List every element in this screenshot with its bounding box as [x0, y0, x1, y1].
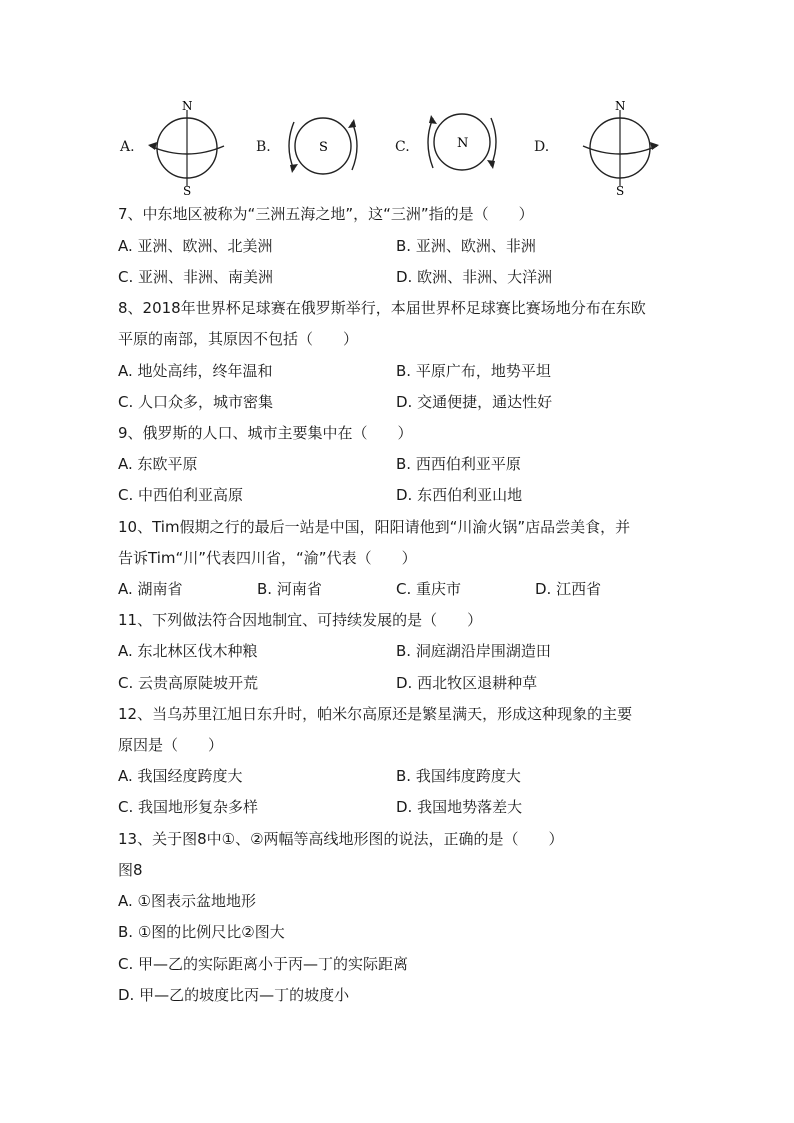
q9-stem: 9、俄罗斯的人口、城市主要集中在（ ）	[118, 424, 413, 442]
q9-option-c: C. 中西伯利亚高原	[118, 486, 244, 504]
figure-d-letter: D.	[534, 139, 550, 155]
figure-d-south-label: S	[616, 184, 625, 198]
q12-option-d: D. 我国地势落差大	[396, 798, 523, 816]
figure-b-center-label: S	[319, 140, 328, 155]
q8-option-a: A. 地处高纬，终年温和	[118, 362, 273, 380]
figure-b-letter: B.	[256, 139, 271, 155]
q11-stem: 11、下列做法符合因地制宜、可持续发展的是（ ）	[118, 611, 483, 629]
q13-option-b: B. ①图的比例尺比②图大	[118, 923, 285, 941]
q13-option-d: D. 甲—乙的坡度比丙—丁的坡度小	[118, 986, 350, 1004]
q7-option-d: D. 欧洲、非洲、大洋洲	[396, 268, 553, 286]
q10-option-d: D. 江西省	[535, 580, 602, 598]
q7-option-a: A. 亚洲、欧洲、北美洲	[118, 237, 273, 255]
q7-stem: 7、中东地区被称为“三洲五海之地”，这“三洲”指的是（ ）	[118, 205, 534, 223]
q8-stem-line1: 8、2018年世界杯足球赛在俄罗斯举行，本届世界杯足球赛比赛场地分布在东欧	[118, 299, 646, 317]
q11-option-c: C. 云贵高原陡坡开荒	[118, 674, 259, 692]
q7-option-c: C. 亚洲、非洲、南美洲	[118, 268, 274, 286]
figure-a	[112, 98, 232, 198]
q10-option-b: B. 河南省	[257, 580, 322, 598]
q12-stem-line2: 原因是（ ）	[118, 736, 224, 754]
globe-side-view-icon	[142, 98, 232, 198]
q12-option-c: C. 我国地形复杂多样	[118, 798, 259, 816]
figure-c	[395, 98, 515, 198]
q11-option-a: A. 东北林区伐木种粮	[118, 642, 258, 660]
q13-option-a: A. ①图表示盆地地形	[118, 892, 256, 910]
q11-option-b: B. 洞庭湖沿岸围湖造田	[396, 642, 551, 660]
q10-option-a: A. 湖南省	[118, 580, 183, 598]
q9-option-a: A. 东欧平原	[118, 455, 198, 473]
figure-a-south-label: S	[183, 184, 192, 198]
q9-option-b: B. 西西伯利亚平原	[396, 455, 521, 473]
q13-stem: 13、关于图8中①、②两幅等高线地形图的说法，正确的是（ ）	[118, 830, 564, 848]
figure-d-north-label: N	[615, 99, 626, 113]
q10-option-c: C. 重庆市	[396, 580, 462, 598]
north-pole-view-icon	[417, 98, 507, 198]
q10-stem-line2: 告诉Tim“川”代表四川省，“渝”代表（ ）	[118, 549, 417, 567]
q7-option-b: B. 亚洲、欧洲、非洲	[396, 237, 536, 255]
q10-stem-line1: 10、Tim假期之行的最后一站是中国，阳阳请他到“川渝火锅”店品尝美食，并	[118, 518, 631, 536]
q13-option-c: C. 甲—乙的实际距离小于丙—丁的实际距离	[118, 955, 409, 973]
globe-side-view-icon	[560, 98, 660, 198]
figure-a-letter: A.	[120, 139, 135, 155]
q9-option-d: D. 东西伯利亚山地	[396, 486, 523, 504]
q11-option-d: D. 西北牧区退耕种草	[396, 674, 538, 692]
q12-stem-line1: 12、当乌苏里江旭日东升时，帕米尔高原还是繁星满天，形成这种现象的主要	[118, 705, 633, 723]
q12-option-a: A. 我国经度跨度大	[118, 767, 243, 785]
earth-rotation-figures	[112, 98, 672, 198]
figure-a-north-label: N	[182, 99, 193, 113]
q13-figure-caption: 图8	[118, 861, 143, 879]
figure-c-letter: C.	[395, 139, 410, 155]
figure-b	[256, 98, 376, 198]
q8-option-c: C. 人口众多，城市密集	[118, 393, 274, 411]
figure-d	[532, 98, 672, 198]
q8-option-b: B. 平原广布，地势平坦	[396, 362, 551, 380]
figure-c-center-label: N	[457, 136, 469, 151]
q12-option-b: B. 我国纬度跨度大	[396, 767, 521, 785]
q8-option-d: D. 交通便捷，通达性好	[396, 393, 553, 411]
south-pole-view-icon	[278, 98, 368, 198]
q8-stem-line2: 平原的南部，其原因不包括（ ）	[118, 330, 359, 348]
